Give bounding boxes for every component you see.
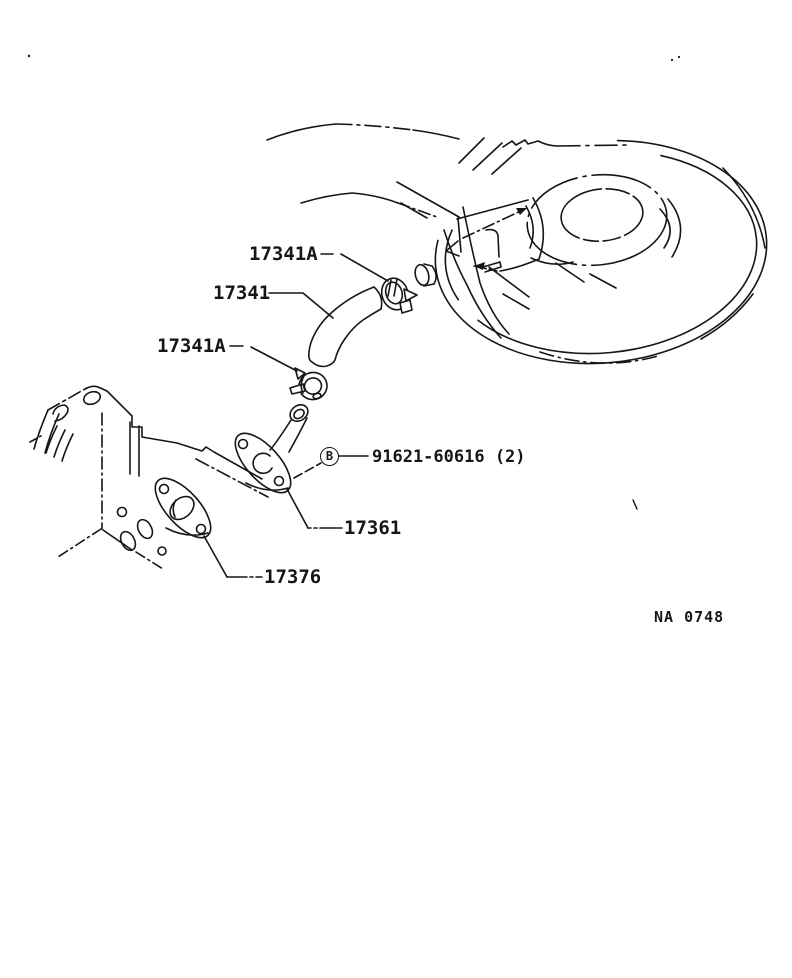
block-port-hole bbox=[118, 508, 127, 517]
part-label-17341: 17341 bbox=[213, 282, 271, 304]
gasket-bolt-hole bbox=[160, 485, 169, 494]
block-port-hole bbox=[135, 517, 156, 541]
hose-clamp-lower bbox=[290, 368, 330, 403]
circled-b-symbol: B bbox=[320, 447, 339, 466]
assembly-arrow-icon bbox=[516, 208, 527, 215]
hatch-line bbox=[459, 138, 484, 163]
scan-specks bbox=[28, 55, 680, 61]
leader-17361 bbox=[287, 489, 308, 528]
leader-17341A-lower bbox=[230, 346, 297, 371]
flange-bolt-hole bbox=[275, 477, 284, 486]
engine-block bbox=[30, 386, 268, 569]
grommet-cap bbox=[413, 263, 436, 287]
block-port-hole bbox=[158, 547, 166, 555]
hose-clamp-upper bbox=[378, 275, 417, 313]
block-bolt-hole bbox=[82, 389, 102, 406]
part-label-17376: 17376 bbox=[264, 566, 322, 588]
leader-17341A-upper bbox=[321, 254, 388, 281]
leader-17376 bbox=[204, 536, 227, 577]
block-port-hole bbox=[118, 529, 139, 553]
part-label-17361: 17361 bbox=[344, 517, 402, 539]
engine-silhouette-curves bbox=[267, 124, 627, 218]
flange-bolt-hole bbox=[239, 440, 248, 449]
part-label-17341A-upper: 17341A bbox=[249, 243, 318, 265]
housing-hub bbox=[523, 168, 672, 272]
figure-code: NA 0748 bbox=[654, 608, 725, 626]
leader-17341 bbox=[269, 293, 333, 318]
pipe-flange bbox=[226, 424, 300, 501]
hose-17341 bbox=[309, 287, 382, 367]
pipe-17361 bbox=[226, 401, 311, 501]
assembly-axis-line bbox=[463, 209, 525, 238]
leader-bolt-dashed bbox=[294, 463, 321, 478]
scan-mark bbox=[633, 500, 637, 509]
part-label-17341A-lower: 17341A bbox=[157, 335, 226, 357]
gasket-bolt-hole bbox=[197, 525, 206, 534]
gasket-17376 bbox=[146, 469, 220, 546]
hatch-line bbox=[492, 148, 521, 174]
part-label-bolt-91621-60616: 91621-60616 (2) bbox=[372, 447, 526, 467]
hatch-line bbox=[473, 143, 502, 170]
